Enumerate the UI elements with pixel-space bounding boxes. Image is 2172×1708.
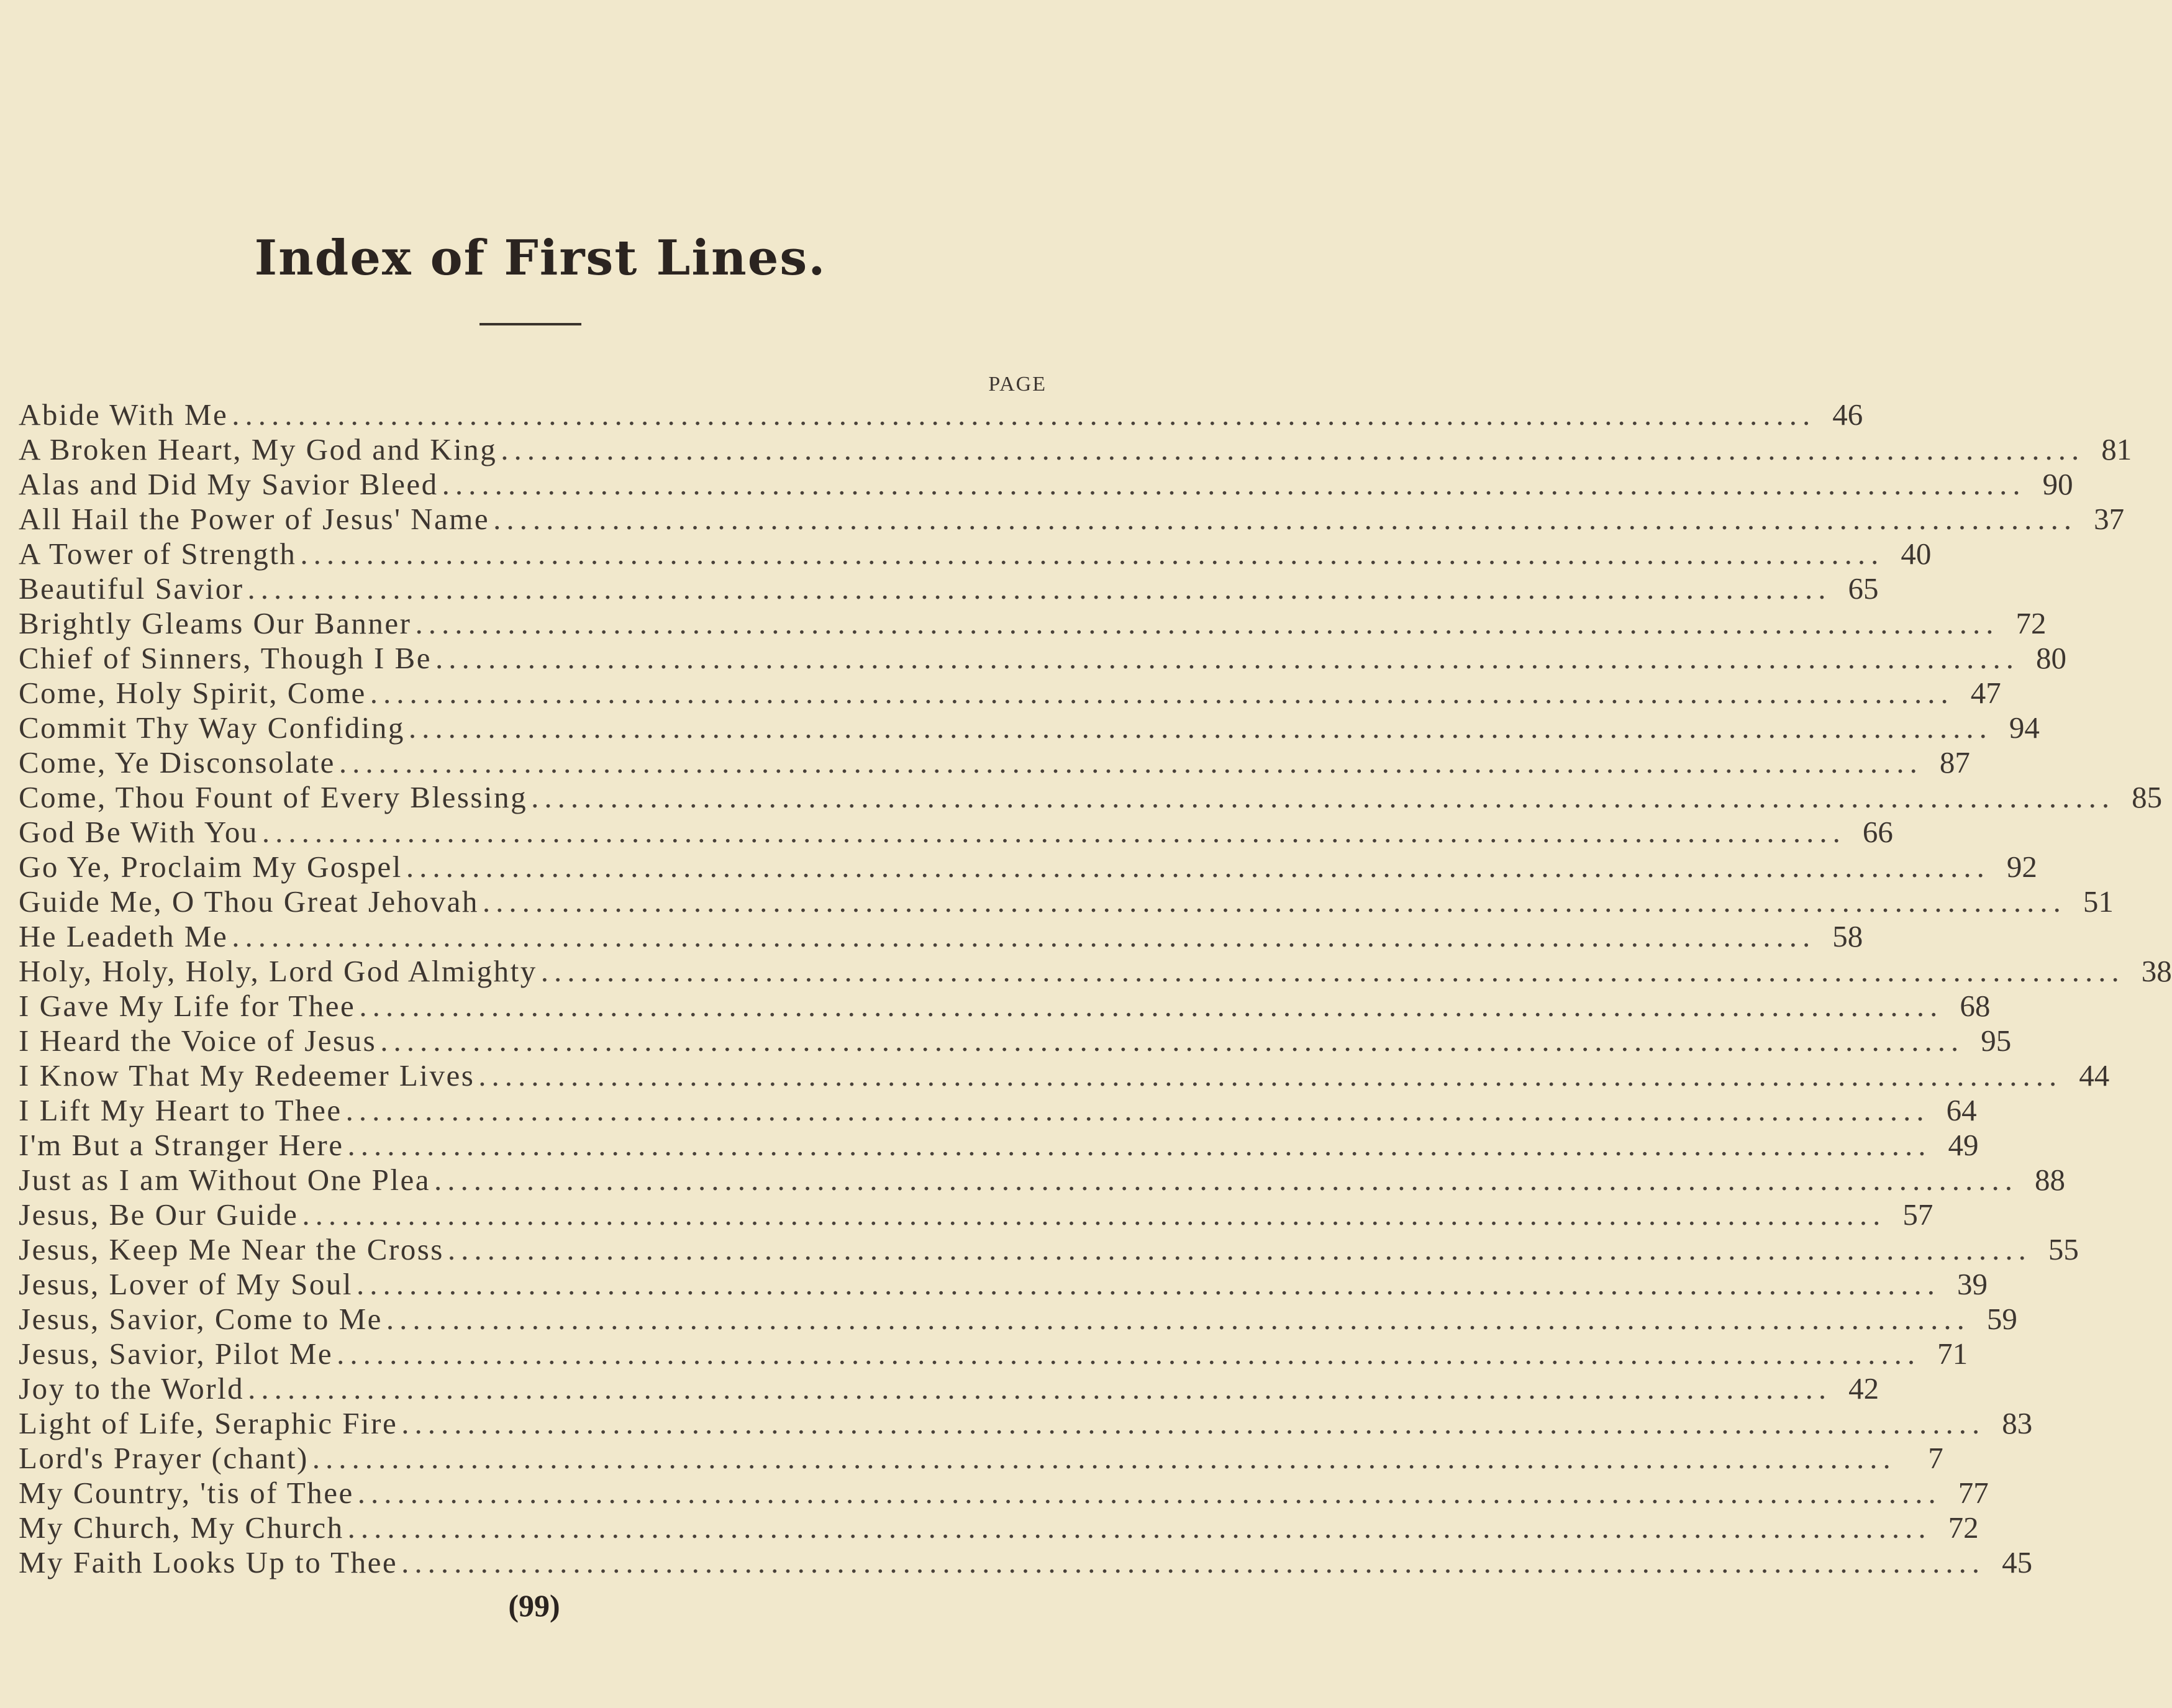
entry-page-number: 55 <box>2048 1232 2079 1266</box>
index-entry <box>19 571 1879 606</box>
first-line-text: Jesus, Lover of My Soul <box>19 1267 353 1301</box>
first-line-text: Holy, Holy, Holy, Lord God Almighty <box>19 954 537 988</box>
index-entry <box>19 1232 2079 1267</box>
first-line-text: God Be With You <box>19 815 258 849</box>
entry-page-number: 90 <box>2042 467 2073 501</box>
entry-page-number: 42 <box>1848 1371 1879 1406</box>
first-line-text: Come, Holy Spirit, Come <box>19 676 366 710</box>
dot-leader: ........................................................................................................................ <box>347 1510 1932 1545</box>
entry-page-number: 88 <box>2035 1163 2065 1197</box>
title-divider <box>479 323 581 325</box>
dot-leader: ........................................................................................................................ <box>345 1093 1930 1127</box>
first-line-text: Chief of Sinners, Though I Be <box>19 641 432 675</box>
first-line-text: Go Ye, Proclaim My Gospel <box>19 850 402 884</box>
dot-leader: ........................................................................................................................ <box>540 954 2125 988</box>
index-entry <box>19 1406 2033 1441</box>
entry-page-number: 37 <box>2094 502 2125 536</box>
dot-leader: ........................................................................................................................ <box>248 1371 1832 1406</box>
first-line-text: Jesus, Savior, Pilot Me <box>19 1337 334 1371</box>
dot-leader: ........................................................................................................................ <box>482 884 2066 919</box>
index-entry <box>19 711 2040 745</box>
dot-leader: ........................................................................................................................ <box>408 711 1993 745</box>
entry-page-number: 64 <box>1946 1093 1977 1127</box>
index-entry <box>19 1058 2110 1093</box>
dot-leader: ........................................................................................................................ <box>300 537 1884 571</box>
index-entry <box>19 537 1932 571</box>
entry-page-number: 95 <box>1981 1024 2012 1058</box>
index-entry <box>19 1337 1968 1371</box>
index-entry <box>19 989 1991 1024</box>
first-line-text: I'm But a Stranger Here <box>19 1128 344 1162</box>
first-line-text: Commit Thy Way Confiding <box>19 711 405 745</box>
first-line-text: Lord's Prayer (chant) <box>19 1441 309 1475</box>
first-line-text: Joy to the World <box>19 1371 245 1406</box>
entry-page-number: 92 <box>2006 850 2037 884</box>
entry-page-number: 65 <box>1848 571 1879 606</box>
first-line-text: Jesus, Savior, Come to Me <box>19 1302 383 1336</box>
dot-leader: ........................................................................................................................ <box>401 1545 1986 1579</box>
index-entry <box>19 502 2125 537</box>
first-line-text: Come, Ye Disconsolate <box>19 745 335 779</box>
dot-leader: ........................................................................................................................ <box>501 432 2085 466</box>
index-entry <box>19 397 1863 432</box>
dot-leader: ........................................................................................................................ <box>435 641 2019 675</box>
dot-leader: ........................................................................................................................ <box>447 1232 2032 1266</box>
first-line-text: I Know That My Redeemer Lives <box>19 1058 475 1092</box>
entry-page-number: 80 <box>2035 641 2066 675</box>
first-line-text: Alas and Did My Savior Bleed <box>19 467 438 501</box>
entry-page-number: 66 <box>1862 815 1893 849</box>
page-title: Index of First Lines. <box>254 230 827 286</box>
entry-page-number: 39 <box>1956 1267 1988 1301</box>
first-line-text: My Country, 'tis of Thee <box>19 1476 354 1510</box>
dot-leader: ........................................................................................................................ <box>380 1024 1965 1058</box>
index-entry <box>19 1267 1988 1302</box>
first-line-text: A Tower of Strength <box>19 537 297 571</box>
first-line-text: My Church, My Church <box>19 1510 344 1545</box>
entry-page-number: 7 <box>1928 1441 1943 1475</box>
entry-page-number: 85 <box>2132 780 2163 814</box>
dot-leader: ........................................................................................................................ <box>356 1267 1940 1301</box>
dot-leader: ........................................................................................................................ <box>406 850 1990 884</box>
dot-leader: ........................................................................................................................ <box>302 1197 1886 1232</box>
first-line-text: All Hail the Power of Jesus' Name <box>19 502 490 536</box>
first-line-text: A Broken Heart, My God and King <box>19 432 498 466</box>
entry-page-number: 71 <box>1937 1337 1968 1371</box>
first-line-text: Come, Thou Fount of Every Blessing <box>19 780 528 814</box>
dot-leader: ........................................................................................................................ <box>401 1406 1986 1440</box>
dot-leader: ........................................................................................................................ <box>339 745 1923 779</box>
dot-leader: ........................................................................................................................ <box>347 1128 1932 1162</box>
index-entry <box>19 641 2066 676</box>
first-line-text: Brightly Gleams Our Banner <box>19 606 412 640</box>
first-line-text: Guide Me, O Thou Great Jehovah <box>19 884 479 919</box>
first-lines-index <box>19 397 2172 1580</box>
entry-page-number: 46 <box>1832 397 1863 432</box>
entry-page-number: 40 <box>1901 537 1932 571</box>
first-line-text: I Lift My Heart to Thee <box>19 1093 342 1127</box>
index-entry <box>19 1476 1989 1510</box>
first-line-text: He Leadeth Me <box>19 919 229 953</box>
entry-page-number: 83 <box>2002 1406 2033 1440</box>
entry-page-number: 72 <box>2015 606 2047 640</box>
dot-leader: ........................................................................................................................ <box>370 676 1954 710</box>
index-entry <box>19 884 2114 919</box>
index-entry <box>19 432 2132 467</box>
first-line-text: My Faith Looks Up to Thee <box>19 1545 398 1579</box>
index-entry <box>19 1510 1979 1545</box>
dot-leader: ........................................................................................................................ <box>247 571 1832 606</box>
dot-leader: ........................................................................................................................ <box>232 919 1816 953</box>
page-column-header: PAGE <box>988 373 1047 396</box>
dot-leader: ........................................................................................................................ <box>531 780 2115 814</box>
index-entry <box>19 815 1893 850</box>
index-entry <box>19 850 2037 884</box>
index-entry <box>19 1163 2065 1197</box>
entry-page-number: 38 <box>2141 954 2172 988</box>
first-line-text: I Gave My Life for Thee <box>19 989 356 1023</box>
index-entry <box>19 745 1970 780</box>
dot-leader: ........................................................................................................................ <box>493 502 2078 536</box>
entry-page-number: 57 <box>1902 1197 1933 1232</box>
dot-leader: ........................................................................................................................ <box>232 397 1816 432</box>
entry-page-number: 58 <box>1832 919 1863 953</box>
index-entry <box>19 1441 1943 1476</box>
index-entry <box>19 606 2047 641</box>
dot-leader: ........................................................................................................................ <box>261 815 1846 849</box>
first-line-text: Abide With Me <box>19 397 229 432</box>
index-entry <box>19 1371 1879 1406</box>
dot-leader: ........................................................................................................................ <box>478 1058 2063 1092</box>
entry-page-number: 72 <box>1948 1510 1979 1545</box>
dot-leader: ........................................................................................................................ <box>312 1441 1896 1475</box>
dot-leader: ........................................................................................................................ <box>357 1476 1942 1510</box>
entry-page-number: 51 <box>2083 884 2114 919</box>
index-entry <box>19 1302 2017 1337</box>
entry-page-number: 59 <box>1986 1302 2017 1336</box>
first-line-text: Jesus, Be Our Guide <box>19 1197 299 1232</box>
index-entry <box>19 780 2163 815</box>
index-entry <box>19 467 2073 502</box>
index-entry <box>19 1545 2033 1580</box>
entry-page-number: 47 <box>1970 676 2001 710</box>
entry-page-number: 68 <box>1960 989 1991 1023</box>
index-entry <box>19 676 2001 711</box>
index-entry <box>19 919 1863 954</box>
dot-leader: ........................................................................................................................ <box>415 606 1999 640</box>
dot-leader: ........................................................................................................................ <box>359 989 1943 1023</box>
entry-page-number: 81 <box>2101 432 2132 466</box>
entry-page-number: 44 <box>2079 1058 2110 1092</box>
entry-page-number: 45 <box>2002 1545 2033 1579</box>
entry-page-number: 87 <box>1939 745 1970 779</box>
index-entry <box>19 1093 1977 1128</box>
page-number: (99) <box>508 1588 560 1623</box>
index-entry <box>19 1128 1979 1163</box>
first-line-text: Beautiful Savior <box>19 571 244 606</box>
dot-leader: ........................................................................................................................ <box>337 1337 1921 1371</box>
entry-page-number: 49 <box>1948 1128 1979 1162</box>
dot-leader: ........................................................................................................................ <box>434 1163 2018 1197</box>
index-entry <box>19 1024 2012 1058</box>
entry-page-number: 77 <box>1958 1476 1989 1510</box>
first-line-text: Jesus, Keep Me Near the Cross <box>19 1232 444 1266</box>
entry-page-number: 94 <box>2009 711 2040 745</box>
first-line-text: Just as I am Without One Plea <box>19 1163 430 1197</box>
dot-leader: ........................................................................................................................ <box>442 467 2026 501</box>
index-entry <box>19 1197 1933 1232</box>
first-line-text: Light of Life, Seraphic Fire <box>19 1406 398 1440</box>
dot-leader: ........................................................................................................................ <box>386 1302 1970 1336</box>
first-line-text: I Heard the Voice of Jesus <box>19 1024 377 1058</box>
index-entry <box>19 954 2172 989</box>
